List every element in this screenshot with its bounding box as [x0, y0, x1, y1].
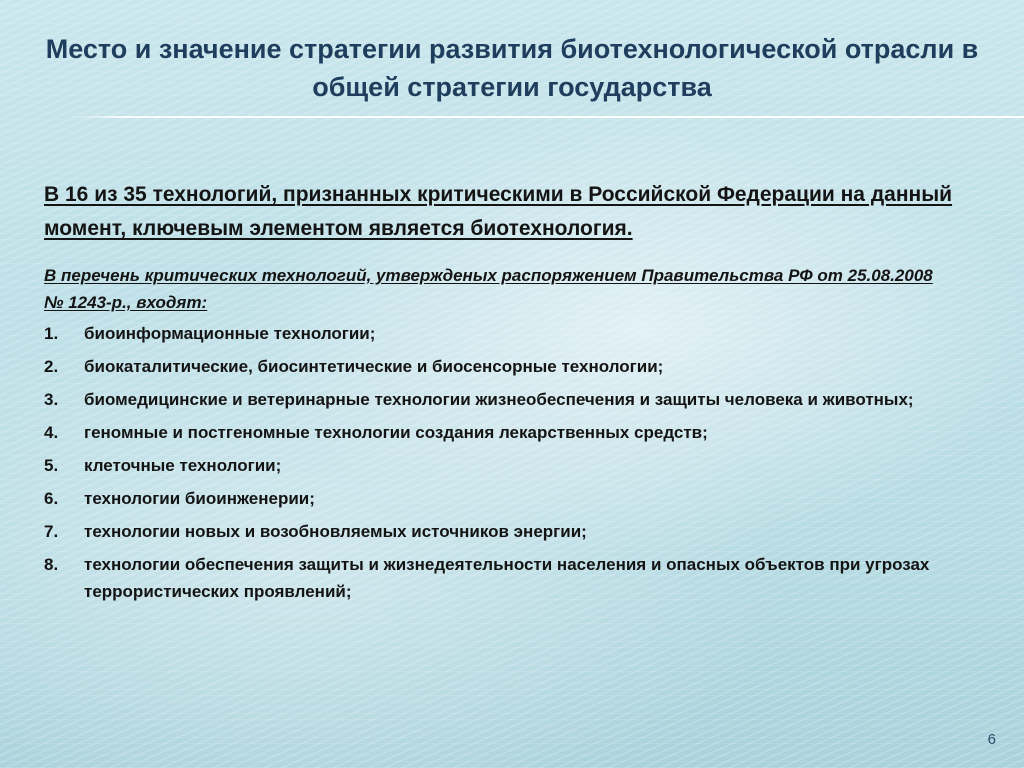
list-intro: В перечень критических технологий, утвержденых распоряжением Правительства РФ от 25.08.2008 № 1243-р., входят: — [44, 266, 933, 312]
page-number: 6 — [987, 731, 996, 748]
list-item-text: технологии биоинженерии; — [84, 489, 315, 508]
lead-statement: В 16 из 35 технологий, признанных критическими в Российской Федерации на данный момент, ключевым элементом является биотехнология. — [44, 183, 953, 240]
list-item — [44, 353, 954, 380]
slide-title: Место и значение стратегии развития биотехнологической отрасли в общей стратегии государства — [45, 34, 979, 102]
list-item — [44, 419, 954, 446]
slide-content — [44, 178, 954, 611]
list-item-text: геномные и постгеномные технологии создания лекарственных средств; — [84, 423, 708, 442]
list-item — [44, 320, 954, 347]
list-item-text: клеточные технологии; — [84, 456, 282, 475]
list-item-number: 5. — [44, 456, 59, 475]
list-item — [44, 551, 954, 605]
list-item — [44, 452, 954, 479]
list-item-number: 6. — [44, 489, 59, 508]
critical-technologies-list — [44, 320, 954, 605]
list-item-number: 3. — [44, 390, 59, 409]
list-item-text: биомедицинские и ветеринарные технологии жизнеобеспечения и защиты человека и животных; — [84, 390, 914, 409]
list-item-text: технологии обеспечения защиты и жизнедеятельности населения и опасных объектов при угрозах террористических проявлений; — [84, 555, 930, 601]
list-item — [44, 518, 954, 545]
list-item-number: 2. — [44, 357, 59, 376]
list-item-text: технологии новых и возобновляемых источников энергии; — [84, 522, 587, 541]
list-item-number: 4. — [44, 423, 59, 442]
title-divider — [66, 116, 1024, 118]
list-item-number: 8. — [44, 555, 59, 574]
list-item-text: биокаталитические, биосинтетические и биосенсорные технологии; — [84, 357, 664, 376]
list-item-text: биоинформационные технологии; — [84, 324, 376, 343]
list-item-number: 1. — [44, 324, 59, 343]
list-item — [44, 386, 954, 413]
list-item — [44, 485, 954, 512]
list-item-number: 7. — [44, 522, 59, 541]
